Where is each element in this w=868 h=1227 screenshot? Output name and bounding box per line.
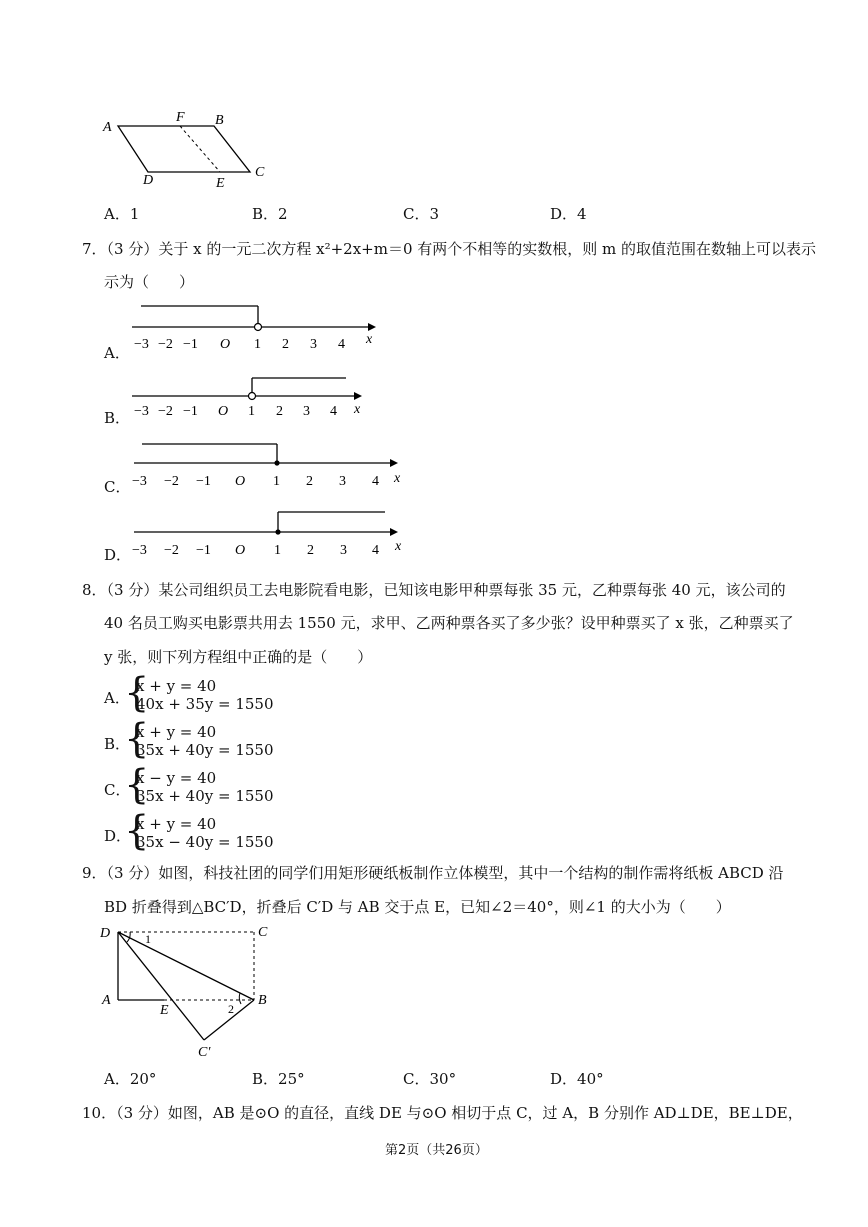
q8-option-c-brace: { [124,762,150,808]
q7-numberline-b[interactable] [128,370,373,420]
svg-text:−3: −3 [134,337,149,352]
svg-text:x: x [395,539,402,554]
q8-option-d-eq2: 35x − 40y = 1550 [136,833,274,851]
svg-text:4: 4 [338,337,345,352]
q9-option-b[interactable]: B．25° [252,1070,305,1088]
svg-text:−2: −2 [164,543,179,558]
q7-option-b-label[interactable]: B． [104,409,131,427]
q7-stem-line1: 7．（3 分）关于 x 的一元二次方程 x²+2x+m＝0 有两个不相等的实数根，则 m 的取值范围在数轴上可以表示 [82,240,817,258]
svg-text:4: 4 [330,404,337,419]
svg-text:−2: −2 [158,404,173,419]
q7-option-d-label[interactable]: D． [104,546,132,564]
q8-option-b-eq2: 35x + 40y = 1550 [136,741,274,759]
q6-label-c: C [255,165,265,180]
q7-c-ticks [132,471,401,489]
q6-option-b[interactable]: B．2 [252,205,288,223]
q8-option-c-eq2: 35x + 40y = 1550 [136,787,274,805]
q9-option-a[interactable]: A．20° [104,1070,157,1088]
q9-angle-1-label: 1 [145,932,151,946]
q8-option-c-eq1: x − y = 40 [136,769,217,787]
q8-option-b-eq1: x + y = 40 [136,723,217,741]
q6-option-a[interactable]: A．1 [104,205,140,223]
q9-option-d[interactable]: D．40° [550,1070,604,1088]
q7-a-ticks [134,332,373,352]
q8-option-b-label: B． [104,735,131,753]
svg-text:−3: −3 [134,404,149,419]
q7-stem-line2: 示为（ ） [104,273,195,291]
q9-label-d: D [100,926,111,941]
q9-label-e: E [160,1003,169,1018]
q6-option-c[interactable]: C．3 [403,205,440,223]
svg-text:2: 2 [307,543,314,558]
q8-option-a-eq1: x + y = 40 [136,677,217,695]
q9-stem-line1: 9．（3 分）如图，科技社团的同学们用矩形硬纸板制作立体模型，其中一个结构的制作需将纸板 ABCD 沿 [82,864,784,882]
svg-text:O: O [220,337,231,352]
q6-label-a: A [103,120,112,135]
page-footer: 第2页（共26页） [385,1143,488,1158]
svg-text:x: x [354,402,361,417]
q8-option-d-label: D． [104,827,132,845]
q8-option-a-label: A． [104,689,130,707]
svg-text:x: x [366,332,373,347]
svg-text:4: 4 [372,543,379,558]
q8-option-b-brace: { [124,716,150,762]
svg-text:1: 1 [273,474,280,489]
svg-text:3: 3 [303,404,310,419]
svg-text:1: 1 [274,543,281,558]
q6-label-e: E [216,176,225,191]
q9-label-cprime: C′ [198,1045,211,1060]
q9-label-c: C [258,925,268,940]
svg-text:2: 2 [282,337,289,352]
q6-option-d[interactable]: D．4 [550,205,587,223]
svg-text:1: 1 [254,337,261,352]
q9-option-c[interactable]: C．30° [403,1070,457,1088]
q7-numberline-c[interactable] [128,436,410,492]
q7-option-c-label[interactable]: C． [104,478,131,496]
q7-d-ticks [132,539,402,558]
q9-folded-rectangle-figure [100,920,280,1062]
q8-option-d-eq1: x + y = 40 [136,815,217,833]
svg-text:−1: −1 [183,404,198,419]
q10-stem-line1: 10．（3 分）如图，AB 是⊙O 的直径，直线 DE 与⊙O 相切于点 C，过 A，B 分别作 AD⊥DE，BE⊥DE， [82,1104,803,1122]
svg-text:2: 2 [306,474,313,489]
svg-text:−1: −1 [196,543,211,558]
q8-option-d-brace: { [124,808,150,854]
svg-text:−2: −2 [158,337,173,352]
q7-numberline-d[interactable] [128,504,410,560]
q9-label-b: B [258,993,267,1008]
q6-label-b: B [215,113,224,128]
svg-text:x: x [394,471,401,486]
q9-stem-line2: BD 折叠得到△BC′D，折叠后 C′D 与 AB 交于点 E，已知∠2＝40°，则∠1 的大小为（ ） [104,898,731,916]
q8-option-c-label: C． [104,781,131,799]
q6-parallelogram-figure [100,108,275,192]
svg-text:O: O [235,543,246,558]
svg-text:3: 3 [339,474,346,489]
svg-text:−1: −1 [196,474,211,489]
q8-option-a-eq2: 40x + 35y = 1550 [136,695,274,713]
svg-text:−3: −3 [132,474,147,489]
svg-text:1: 1 [248,404,255,419]
svg-text:−3: −3 [132,543,147,558]
svg-text:2: 2 [276,404,283,419]
q8-stem-line3: y 张，则下列方程组中正确的是（ ） [104,648,373,666]
svg-text:−1: −1 [183,337,198,352]
q9-label-a: A [102,993,111,1008]
q8-option-a-brace: { [124,670,150,716]
q9-angle-2-label: 2 [228,1002,234,1016]
q6-label-f: F [176,110,185,125]
q7-numberline-a[interactable] [128,298,383,356]
q8-stem-line1: 8．（3 分）某公司组织员工去电影院看电影，已知该电影甲种票每张 35 元，乙种票每张 40 元，该公司的 [82,581,786,599]
svg-text:O: O [235,474,246,489]
q7-b-ticks [134,402,361,419]
svg-text:3: 3 [340,543,347,558]
q8-stem-line2: 40 名员工购买电影票共用去 1550 元，求甲、乙两种票各买了多少张？设甲种票买了 x 张，乙种票买了 [104,614,794,632]
q6-label-d: D [143,173,154,188]
q7-option-a-label[interactable]: A． [104,344,130,362]
svg-text:−2: −2 [164,474,179,489]
svg-text:4: 4 [372,474,379,489]
svg-text:3: 3 [310,337,317,352]
svg-text:O: O [218,404,229,419]
